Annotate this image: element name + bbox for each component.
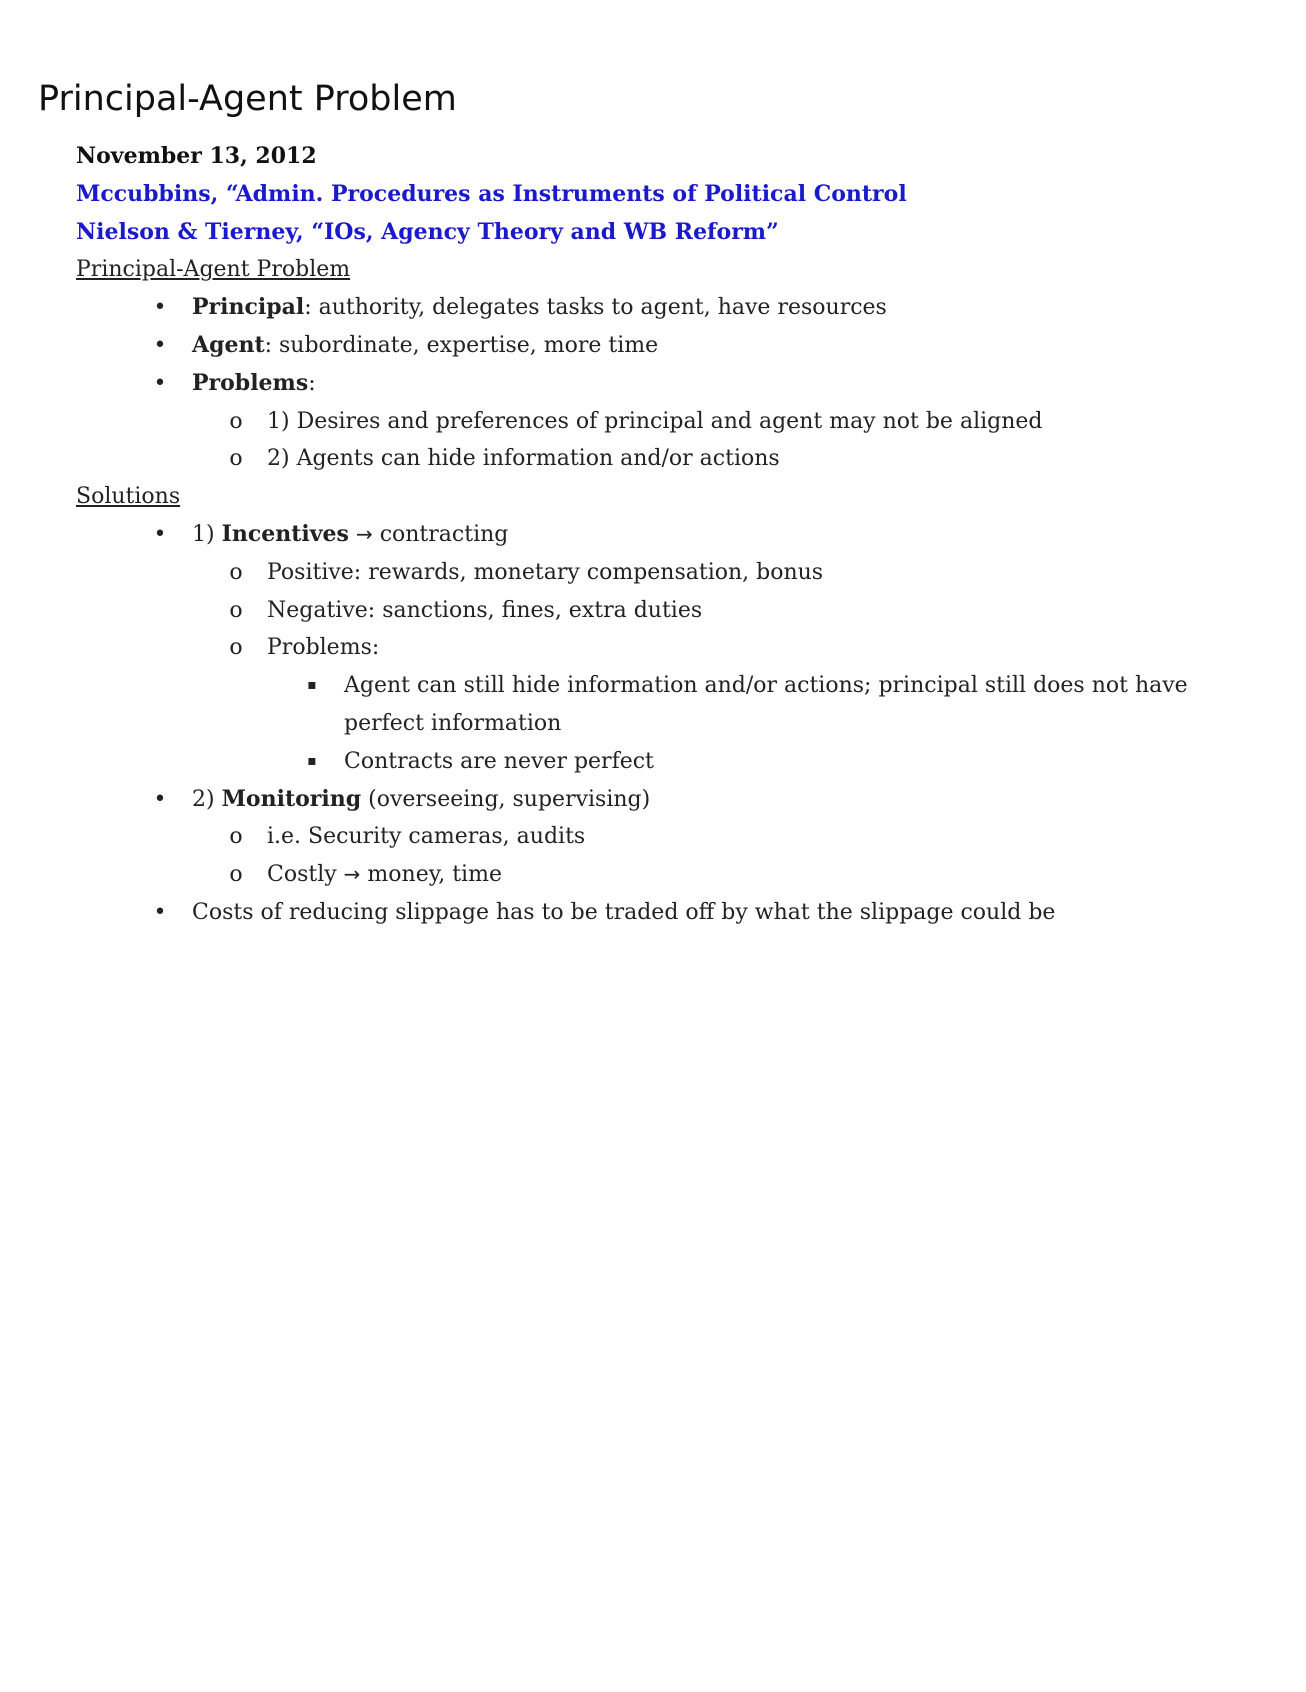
incentive-subitem-text: Agent can still hide information and/or actions; principal still does not have perfect information [344,673,1188,736]
term-agent: Agent [192,331,265,358]
costs-slippage-text: Costs of reducing slippage has to be traded off by what the slippage could be [192,899,1056,925]
incentives-prefix: 1) [192,521,222,547]
circle-marker: o [229,559,243,585]
document-title: Principal-Agent Problem [38,79,457,119]
bullet-marker: • [153,295,167,321]
bullet-incentives [76,516,1256,554]
monitoring-item-text: i.e. Security cameras, audits [267,824,586,850]
term-incentives: Incentives [221,520,349,547]
incentive-item-positive [76,554,1256,592]
bullet-marker: • [153,786,167,812]
problem-item-1 [76,403,1256,441]
circle-marker: o [229,862,243,888]
square-marker: ▪ [307,752,317,769]
term-monitoring: Monitoring [221,785,362,812]
bullet-marker: • [153,899,167,925]
term-principal: Principal [192,294,305,321]
bullet-principal [76,289,1256,327]
monitoring-costly-before: Costly [267,862,344,888]
monitoring-prefix: 2) [192,786,222,812]
heading-solutions: Solutions [76,484,181,510]
bullet-marker: • [153,521,167,547]
agent-description: : subordinate, expertise, more time [264,332,659,358]
monitoring-rest: (overseeing, supervising) [361,786,651,812]
arrow-right-icon: → [355,521,373,546]
monitoring-item-examples [76,818,1256,856]
arrow-right-icon: → [343,862,361,887]
notes-body [76,138,1256,932]
bullet-monitoring [76,781,1256,819]
bullet-marker: • [153,370,167,396]
heading-principal-agent-problem: Principal-Agent Problem [76,257,351,283]
principal-description: : authority, delegates tasks to agent, have resources [304,295,887,321]
square-marker: ▪ [307,677,317,694]
problem-item-text: 2) Agents can hide information and/or actions [267,446,780,472]
incentive-item-text: Negative: sanctions, fines, extra duties [267,597,703,623]
bullet-agent [76,327,1256,365]
circle-marker: o [229,408,243,434]
bullet-problems [76,365,1256,403]
problems-colon: : [308,370,316,396]
circle-marker: o [229,446,243,472]
circle-marker: o [229,597,243,623]
monitoring-item-costly [76,856,1256,894]
incentive-subitem-contracts [76,743,1256,781]
term-problems: Problems [192,369,309,396]
bullet-marker: • [153,332,167,358]
incentives-rest: contracting [372,521,509,547]
reference-nielson-tierney: Nielson & Tierney, “IOs, Agency Theory and WB Reform” [76,218,779,245]
monitoring-costly-after: money, time [360,862,502,888]
bullet-costs-slippage [76,894,1256,932]
reference-mccubbins: Mccubbins, “Admin. Procedures as Instruments of Political Control [76,180,907,207]
incentive-item-text: Problems: [267,635,380,661]
note-date: November 13, 2012 [76,143,317,169]
incentive-item-negative [76,592,1256,630]
problem-item-2 [76,440,1256,478]
circle-marker: o [229,824,243,850]
circle-marker: o [229,635,243,661]
incentive-subitem-text: Contracts are never perfect [344,748,654,774]
incentive-subitem-hide-info [76,667,1224,743]
incentive-item-text: Positive: rewards, monetary compensation, bonus [267,559,824,585]
problem-item-text: 1) Desires and preferences of principal and agent may not be aligned [267,408,1043,434]
incentive-item-problems [76,629,1256,667]
